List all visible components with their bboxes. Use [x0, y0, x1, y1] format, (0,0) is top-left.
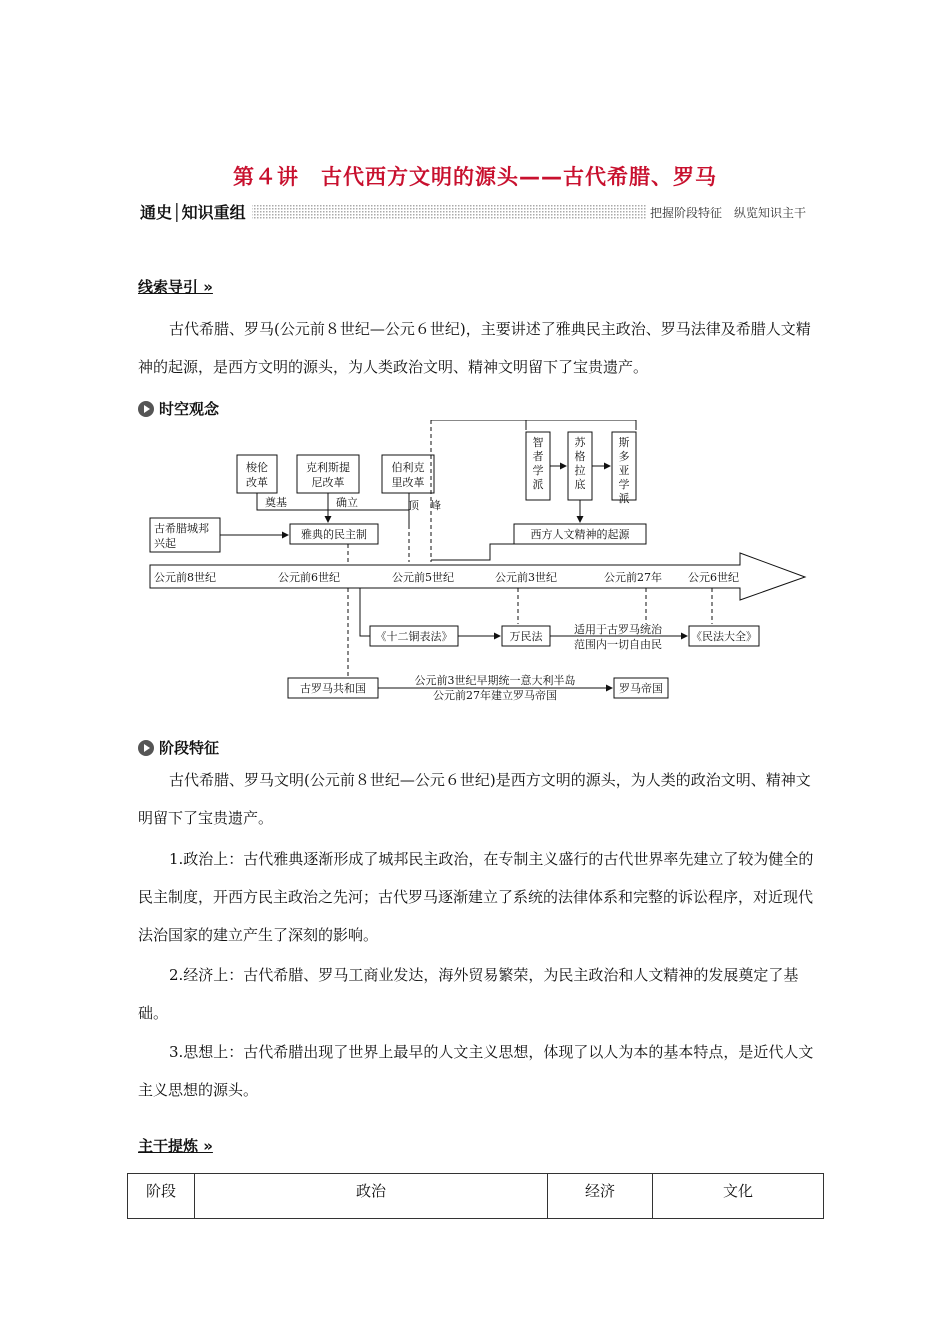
apply-label: 适用于古罗马统治: [574, 623, 662, 636]
unify-label: 公元前3世纪早期统一意大利半岛: [414, 674, 576, 687]
timeline-label: 公元6世纪: [688, 571, 739, 584]
paragraph-economy: 2.经济上：古代希腊、罗马工商业发达，海外贸易繁荣，为民主政治和人文精神的发展奠定了基础。: [138, 966, 799, 1022]
city-state-label: 兴起: [154, 537, 176, 550]
page-title: 第４讲 古代西方文明的源头——古代希腊、罗马: [233, 165, 717, 189]
subheading-stage: [138, 737, 219, 758]
apply-label: 范围内一切自由民: [574, 638, 662, 651]
play-icon: [138, 401, 154, 417]
school-label-char: 格: [574, 450, 586, 463]
table-header-row: [128, 1174, 824, 1219]
table-header-cell: 文化: [653, 1174, 824, 1219]
section-heading-trunk: 主干提炼 »: [138, 1137, 213, 1155]
twelve-tables-label: 《十二铜表法》: [375, 630, 453, 643]
school-label-char: 拉: [574, 464, 586, 477]
paragraph-overview: 古代希腊、罗马文明(公元前８世纪—公元６世纪)是西方文明的源头，为人类的政治文明、精神文明留下了宝贵遗产。: [138, 771, 811, 827]
city-state-label: 古希腊城邦: [154, 522, 209, 535]
summary-table: [127, 1173, 824, 1219]
roman-republic-label: 古罗马共和国: [300, 682, 366, 695]
section-heading-clues: 线索导引 »: [138, 278, 213, 296]
school-label-char: 学: [532, 464, 544, 477]
timeline-label: 公元前27年: [604, 571, 662, 584]
timeline-label: 公元前3世纪: [495, 571, 557, 584]
athens-democracy-label: 雅典的民主制: [301, 528, 367, 541]
timeline-label: 公元前8世纪: [154, 571, 216, 584]
play-icon: [138, 740, 154, 756]
school-label-char: 派: [532, 478, 544, 491]
school-label-char: 派: [618, 492, 630, 505]
pericles-label: 伯利克: [391, 461, 425, 474]
school-label-char: 亚: [618, 464, 630, 477]
cleisthenes-label: 克利斯提: [306, 461, 350, 474]
table-header-cell: 政治: [195, 1174, 548, 1219]
pericles-label: 里改革: [391, 476, 425, 489]
school-label-char: 学: [618, 478, 630, 491]
timeline-diagram: [140, 420, 820, 710]
subheading-label: 阶段特征: [159, 739, 220, 757]
timeline-label: 公元前6世纪: [278, 571, 340, 584]
school-label-char: 智: [532, 436, 544, 449]
paragraph-politics: 1.政治上：古代雅典逐渐形成了城邦民主政治，在专制主义盛行的古代世界率先建立了较为健全的民主制度，开西方民主政治之先河；古代罗马逐渐建立了系统的法律体系和完整的诉讼程序，对近现代法治国家的建立产生了深刻的影响。: [138, 850, 814, 944]
empire-founded-label: 公元前27年建立罗马帝国: [433, 689, 557, 702]
banner-subtitle: 把握阶段特征 纵览知识主干: [646, 204, 810, 221]
solon-label: 梭伦: [246, 461, 268, 474]
solon-label: 改革: [246, 476, 268, 489]
jus-gentium-label: 万民法: [509, 630, 543, 643]
roman-empire-label: 罗马帝国: [619, 682, 663, 695]
school-label-char: 底: [574, 478, 586, 491]
label-lay: 奠基: [265, 496, 287, 509]
corpus-label: 《民法大全》: [691, 630, 757, 643]
table-header-cell: 阶段: [128, 1174, 195, 1219]
paragraph-thought: 3.思想上：古代希腊出现了世界上最早的人文主义思想，体现了以人为本的基本特点，是近代人文主义思想的源头。: [138, 1043, 814, 1099]
school-label-char: 苏: [574, 436, 586, 449]
subheading-label: 时空观念: [159, 400, 220, 418]
label-peak: 顶 峰: [408, 499, 441, 512]
table-header-cell: 经济: [548, 1174, 653, 1219]
banner-tag: 通史│知识重组: [140, 200, 252, 222]
label-establish: 确立: [336, 496, 358, 509]
school-label-char: 者: [532, 450, 544, 463]
subheading-spacetime: [138, 398, 219, 419]
school-label-char: 斯: [618, 436, 630, 449]
school-label-char: 多: [618, 450, 630, 463]
timeline-label: 公元前5世纪: [392, 571, 454, 584]
intro-paragraph: 古代希腊、罗马(公元前８世纪—公元６世纪)，主要讲述了雅典民主政治、罗马法律及希腊人文精神的起源，是西方文明的源头，为人类政治文明、精神文明留下了宝贵遗产。: [138, 320, 811, 376]
cleisthenes-label: 尼改革: [311, 476, 345, 489]
humanism-origin-label: 西方人文精神的起源: [530, 528, 630, 541]
